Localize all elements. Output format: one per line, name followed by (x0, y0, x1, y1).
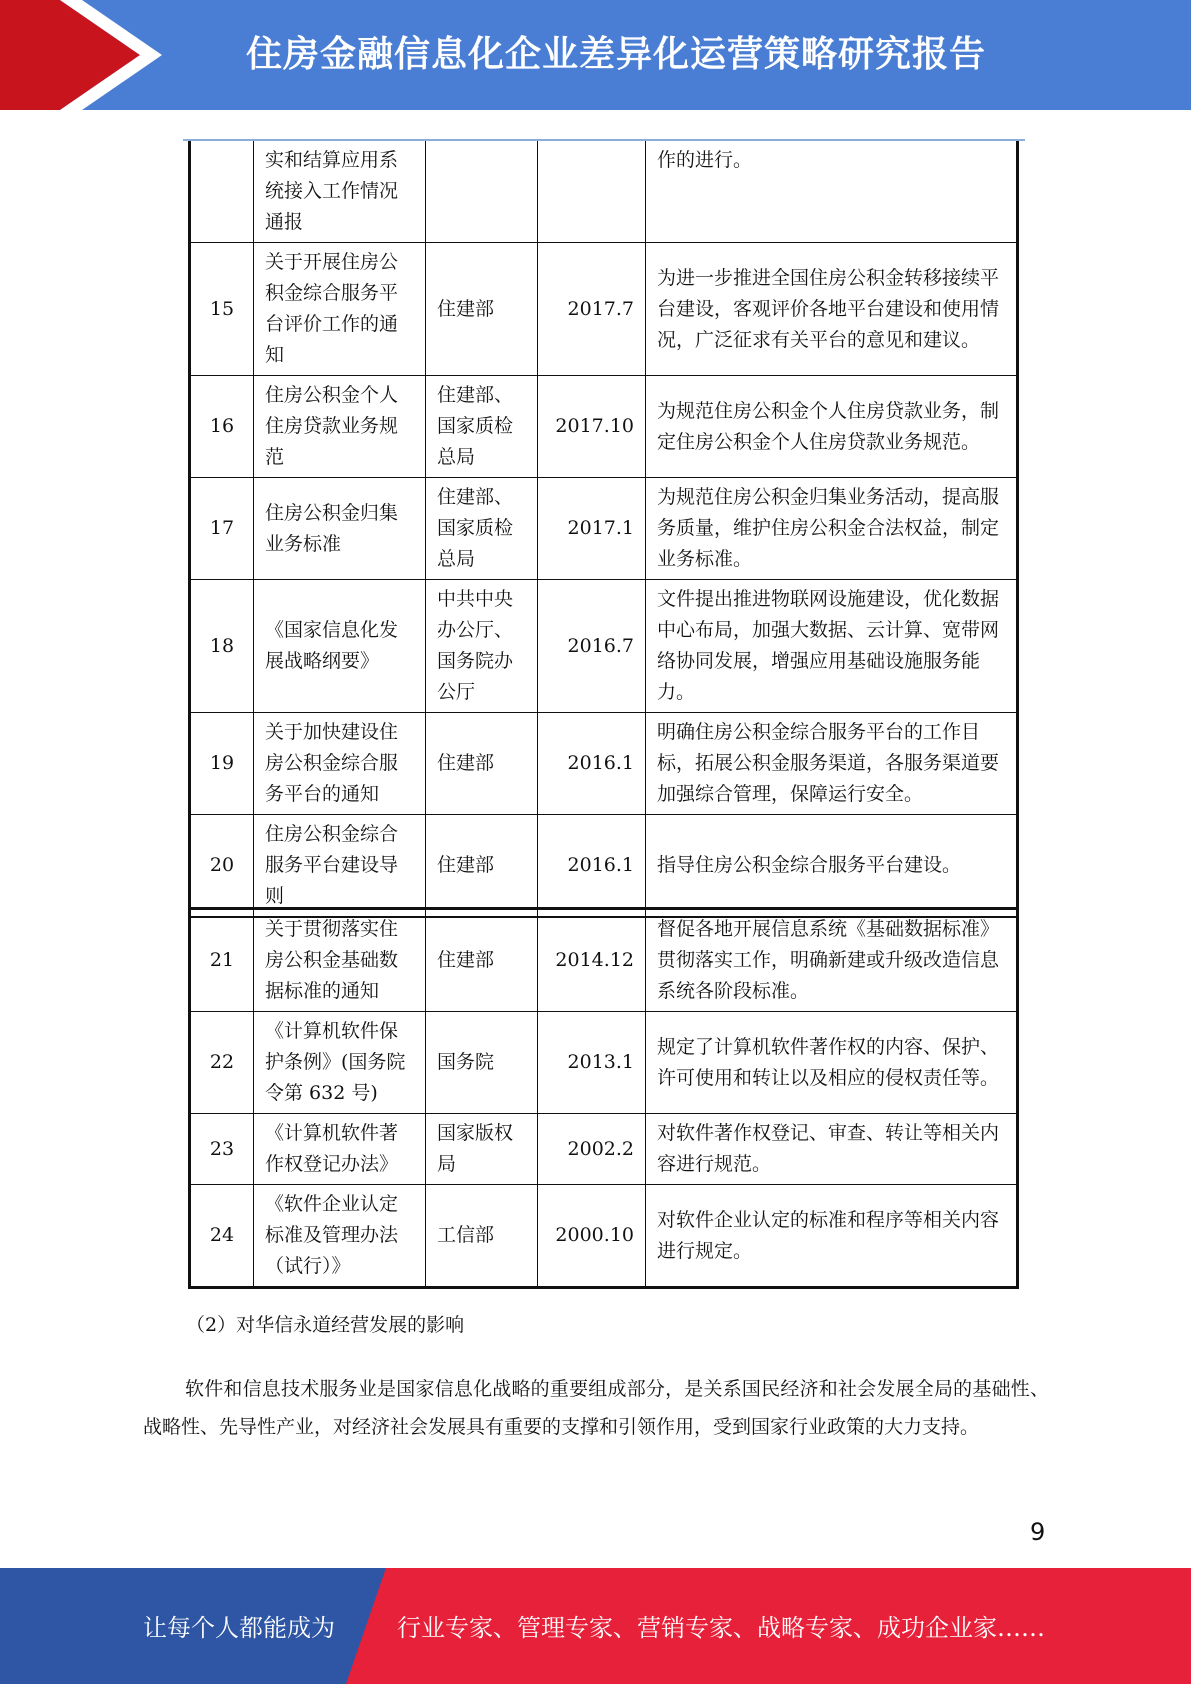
footer-slogan-left: 让每个人都能成为 (143, 1614, 335, 1642)
policy-name: 《计算机软件著作权登记办法》 (254, 1114, 426, 1185)
policy-description: 指导住房公积金综合服务平台建设。 (646, 815, 1018, 918)
issue-date: 2016.7 (538, 580, 646, 713)
issuing-department: 住建部 (426, 909, 538, 1012)
policy-name: 住房公积金个人住房贷款业务规范 (254, 376, 426, 478)
table-row (190, 376, 1018, 478)
table-row (190, 1012, 1018, 1114)
row-number: 24 (190, 1185, 254, 1288)
policy-table-continued (188, 141, 1019, 918)
policy-description: 为规范住房公积金归集业务活动，提高服务质量，维护住房公积金合法权益，制定业务标准。 (646, 478, 1018, 580)
issue-date: 2014.12 (538, 909, 646, 1012)
policy-name: 关于开展住房公积金综合服务平台评价工作的通知 (254, 243, 426, 376)
policy-name: 《国家信息化发展战略纲要》 (254, 580, 426, 713)
policy-description: 规定了计算机软件著作权的内容、保护、许可使用和转让以及相应的侵权责任等。 (646, 1012, 1018, 1114)
issuing-department: 中共中央办公厅、国务院办公厅 (426, 580, 538, 713)
footer-slogan-right: 行业专家、管理专家、营销专家、战略专家、成功企业家…… (397, 1614, 1045, 1642)
policy-name: 实和结算应用系统接入工作情况通报 (254, 141, 426, 243)
row-number: 23 (190, 1114, 254, 1185)
issuing-department: 住建部、国家质检总局 (426, 478, 538, 580)
policy-description: 明确住房公积金综合服务平台的工作目标，拓展公积金服务渠道，各服务渠道要加强综合管理，保障运行安全。 (646, 713, 1018, 815)
report-footer (0, 1568, 1191, 1684)
policy-description: 对软件著作权登记、审查、转让等相关内容进行规范。 (646, 1114, 1018, 1185)
policy-description: 为规范住房公积金个人住房贷款业务，制定住房公积金个人住房贷款业务规范。 (646, 376, 1018, 478)
body-paragraph: 软件和信息技术服务业是国家信息化战略的重要组成部分，是关系国民经济和社会发展全局的基础性、战略性、先导性产业，对经济社会发展具有重要的支撑和引领作用，受到国家行业政策的大力支持。 (143, 1378, 1049, 1438)
table-row (190, 141, 1018, 243)
policy-description: 作的进行。 (646, 141, 1018, 243)
issue-date: 2017.7 (538, 243, 646, 376)
report-header (0, 0, 1191, 110)
table-row (190, 1114, 1018, 1185)
row-number: 22 (190, 1012, 254, 1114)
issuing-department: 工信部 (426, 1185, 538, 1288)
issuing-department: 住建部 (426, 713, 538, 815)
issue-date (538, 141, 646, 243)
issue-date: 2000.10 (538, 1185, 646, 1288)
issuing-department: 国家版权局 (426, 1114, 538, 1185)
policy-name: 关于加快建设住房公积金综合服务平台的通知 (254, 713, 426, 815)
policy-description: 为进一步推进全国住房公积金转移接续平台建设，客观评价各地平台建设和使用情况，广泛征求有关平台的意见和建议。 (646, 243, 1018, 376)
row-number: 20 (190, 815, 254, 918)
row-number: 15 (190, 243, 254, 376)
policy-description: 文件提出推进物联网设施建设，优化数据中心布局，加强大数据、云计算、宽带网络协同发展，增强应用基础设施服务能力。 (646, 580, 1018, 713)
table-row (190, 478, 1018, 580)
report-title: 住房金融信息化企业差异化运营策略研究报告 (246, 34, 987, 75)
issue-date: 2016.1 (538, 815, 646, 918)
page-number: 9 (1030, 1518, 1046, 1546)
issuing-department: 住建部 (426, 815, 538, 918)
row-number: 18 (190, 580, 254, 713)
policy-description: 督促各地开展信息系统《基础数据标准》贯彻落实工作，明确新建或升级改造信息系统各阶段标准。 (646, 909, 1018, 1012)
issuing-department (426, 141, 538, 243)
table-row (190, 909, 1018, 1012)
issuing-department: 住建部、国家质检总局 (426, 376, 538, 478)
issue-date: 2002.2 (538, 1114, 646, 1185)
table-row (190, 243, 1018, 376)
row-number: 21 (190, 909, 254, 1012)
issuing-department: 住建部 (426, 243, 538, 376)
policy-name: 住房公积金综合服务平台建设导则 (254, 815, 426, 918)
policy-name: 《计算机软件保护条例》(国务院令第 632 号) (254, 1012, 426, 1114)
row-number (190, 141, 254, 243)
policy-name: 《软件企业认定标准及管理办法（试行）》 (254, 1185, 426, 1288)
row-number: 16 (190, 376, 254, 478)
table-row (190, 580, 1018, 713)
table-row (190, 815, 1018, 918)
issue-date: 2017.10 (538, 376, 646, 478)
issuing-department: 国务院 (426, 1012, 538, 1114)
row-number: 19 (190, 713, 254, 815)
issue-date: 2017.1 (538, 478, 646, 580)
policy-description: 对软件企业认定的标准和程序等相关内容进行规定。 (646, 1185, 1018, 1288)
issue-date: 2013.1 (538, 1012, 646, 1114)
policy-table-next (188, 907, 1019, 1289)
table-row (190, 1185, 1018, 1288)
section-heading: （2）对华信永道经营发展的影响 (186, 1314, 465, 1336)
policy-name: 住房公积金归集业务标准 (254, 478, 426, 580)
row-number: 17 (190, 478, 254, 580)
table-row (190, 713, 1018, 815)
issue-date: 2016.1 (538, 713, 646, 815)
policy-name: 关于贯彻落实住房公积金基础数据标准的通知 (254, 909, 426, 1012)
